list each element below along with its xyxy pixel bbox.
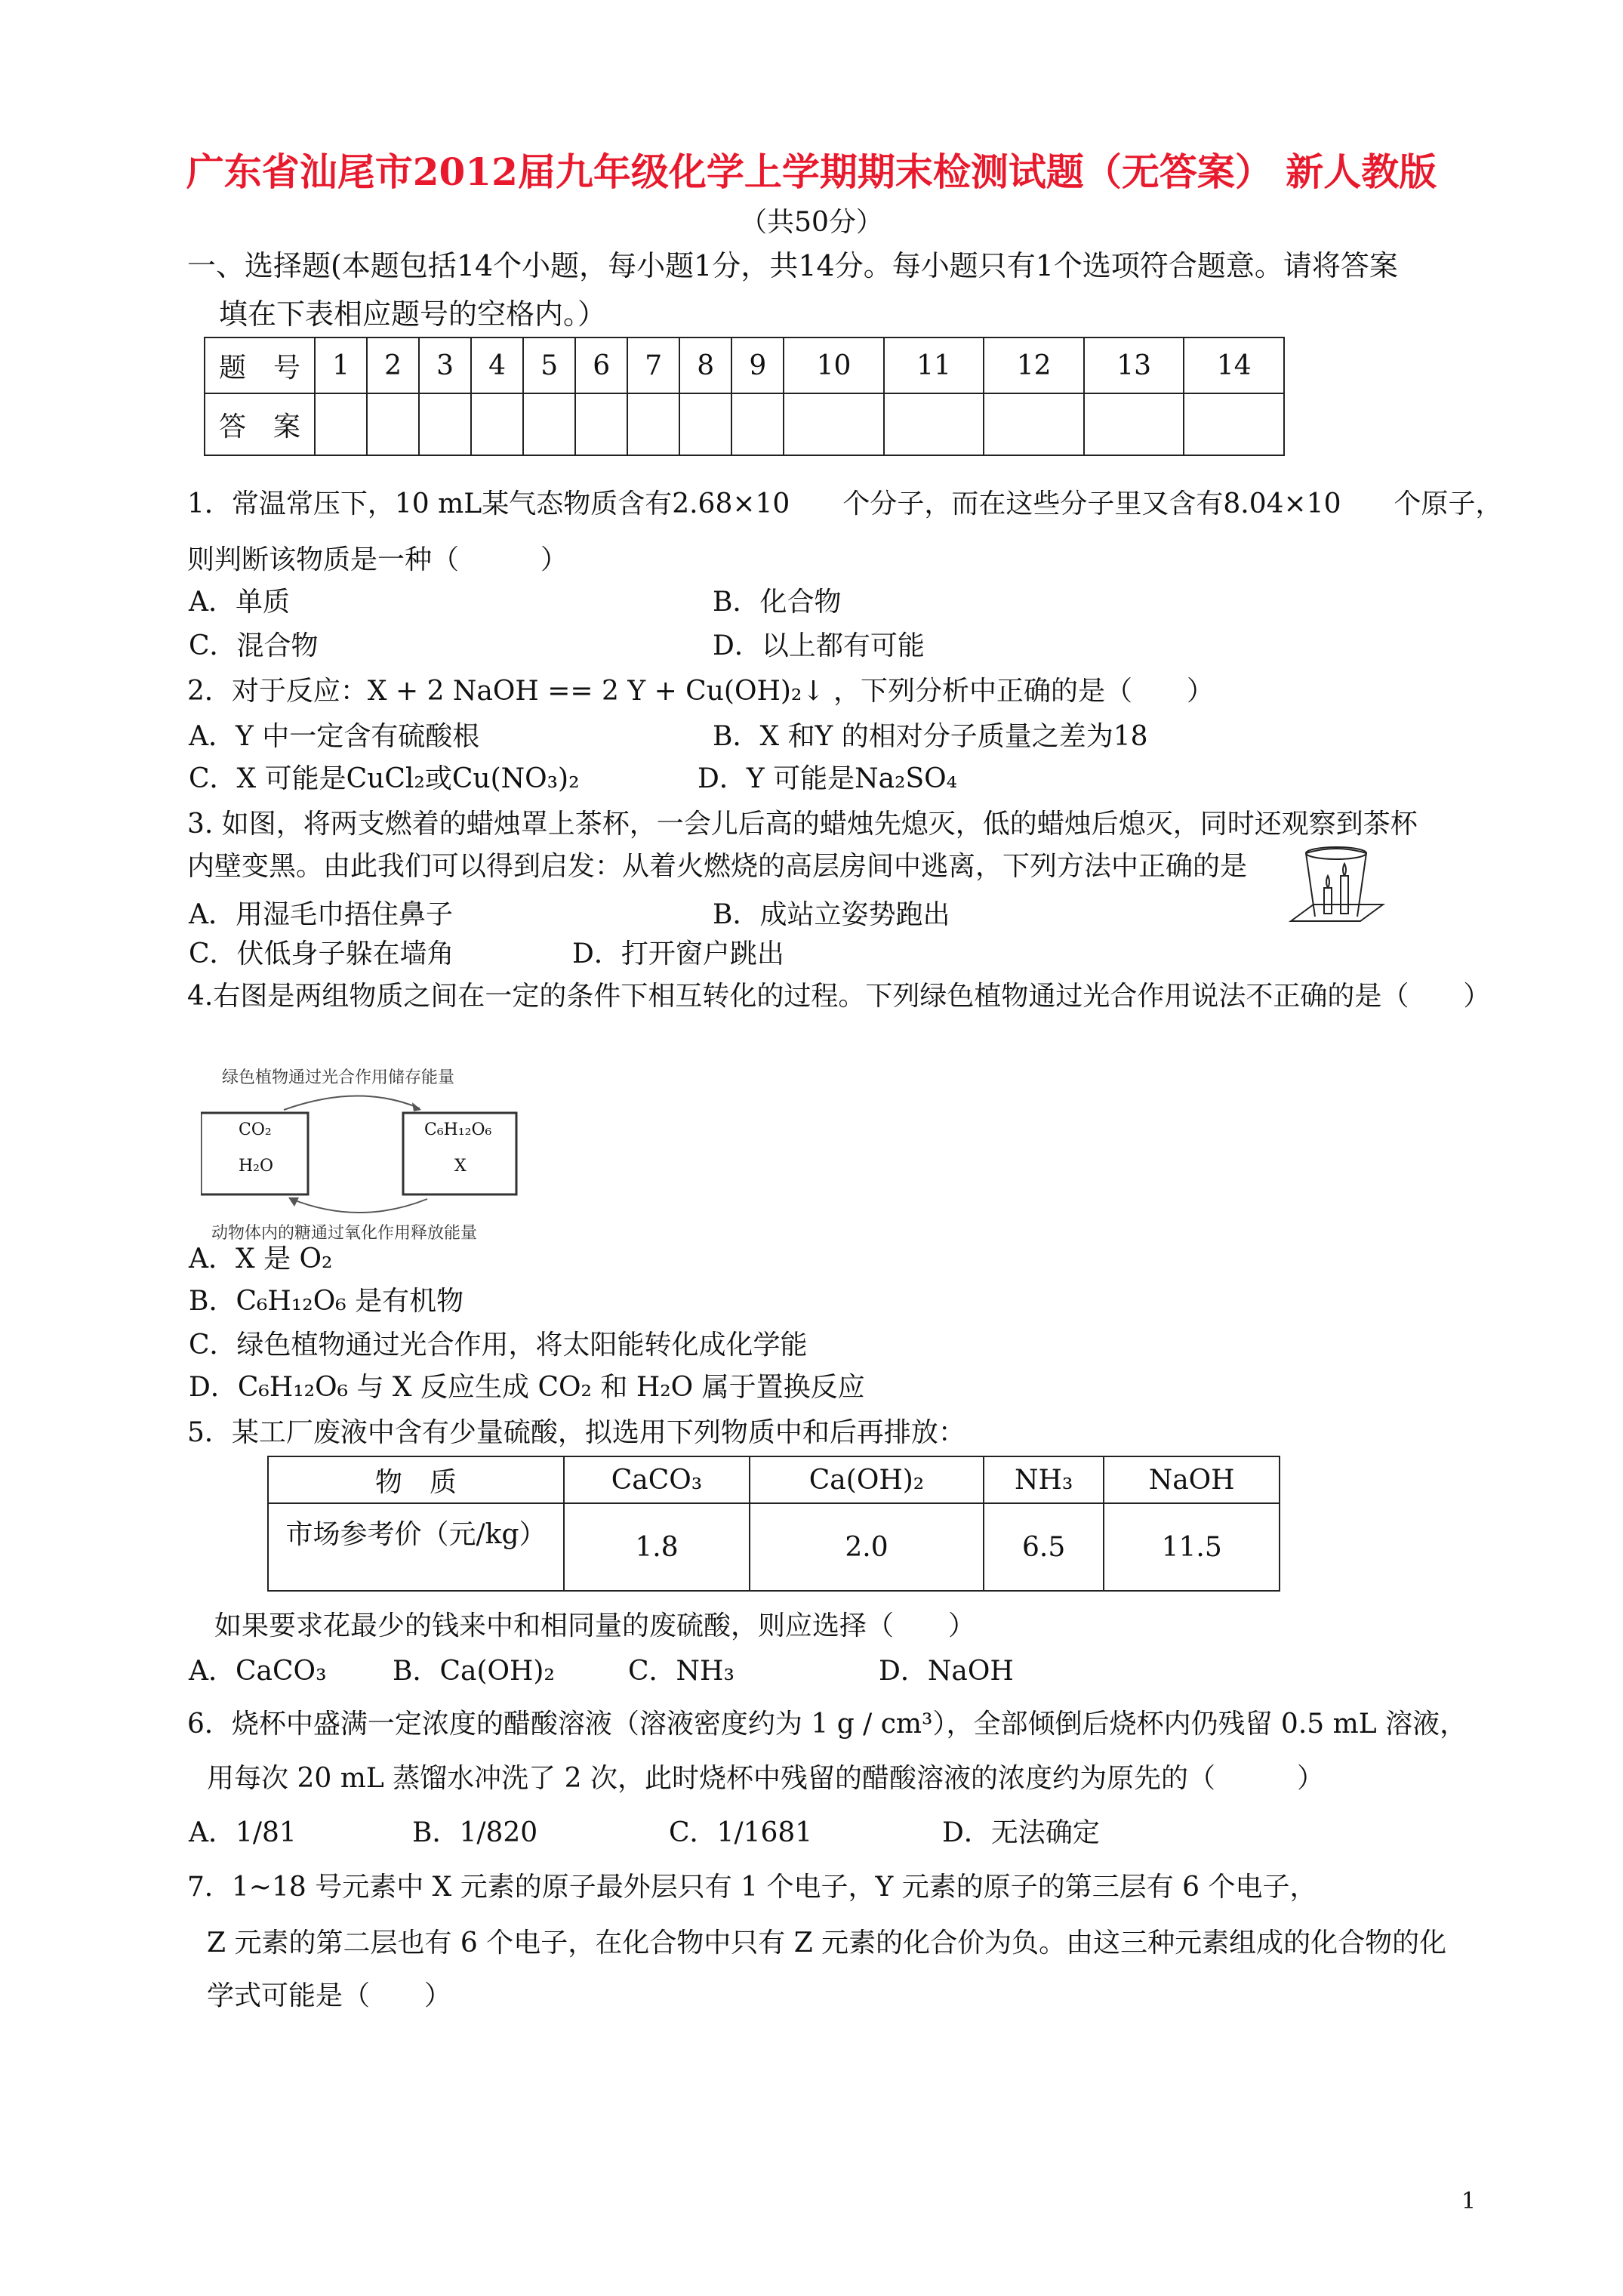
question-number-cell: 5 <box>523 337 575 393</box>
table-header-cell: 物 质 <box>268 1456 564 1503</box>
question-number-cell: 7 <box>627 337 679 393</box>
answer-cell[interactable] <box>984 393 1084 455</box>
question-number-cell: 8 <box>679 337 731 393</box>
question-1-stem: 1．常温常压下，10 mL某气态物质含有2.68×10 个分子，而在这些分子里又含有8.04×10 个原子， <box>187 488 1503 519</box>
question-3-stem: 3. 如图，将两支燃着的蜡烛罩上茶杯，一会儿后高的蜡烛先熄灭，低的蜡烛后熄灭，同时还观察到茶杯 <box>187 809 1418 840</box>
substance-cell: NH₃ <box>984 1456 1104 1503</box>
price-cell: 2.0 <box>750 1503 984 1591</box>
question-number-cell: 2 <box>367 337 419 393</box>
option-c: C．伏低身子躲在墙角 <box>189 938 454 969</box>
answer-cell[interactable] <box>315 393 367 455</box>
answer-cell[interactable] <box>367 393 419 455</box>
option-c: C．1/1681 <box>669 1817 813 1848</box>
option-d: D．C₆H₁₂O₆ 与 X 反应生成 CO₂ 和 H₂O 属于置换反应 <box>189 1372 865 1403</box>
question-number-cell: 3 <box>419 337 471 393</box>
option-d: D．打开窗户跳出 <box>572 938 784 969</box>
question-number-cell: 14 <box>1184 337 1284 393</box>
option-a: A．X 是 O₂ <box>189 1244 333 1274</box>
answer-cell[interactable] <box>1184 393 1284 455</box>
option-b: B．Ca(OH)₂ <box>393 1656 555 1687</box>
answer-cell[interactable] <box>419 393 471 455</box>
question-number-cell: 13 <box>1084 337 1184 393</box>
option-d: D．以上都有可能 <box>713 630 925 661</box>
question-4-stem: 4.右图是两组物质之间在一定的条件下相互转化的过程。下列绿色植物通过光合作用说法不正确的是（ ） <box>187 981 1491 1012</box>
answer-cell[interactable] <box>1084 393 1184 455</box>
table-header-cell: 答 案 <box>205 393 315 455</box>
question-2-stem: 2．对于反应：X + 2 NaOH == 2 Y + Cu(OH)₂↓ ，下列分析中正确的是（ ） <box>187 676 1214 707</box>
option-c: C．NH₃ <box>628 1656 735 1687</box>
option-b: B．C₆H₁₂O₆ 是有机物 <box>189 1286 464 1317</box>
question-5-stem: 5．某工厂废液中含有少量硫酸，拟选用下列物质中和后再排放： <box>187 1417 965 1448</box>
question-6-stem-cont: 用每次 20 mL 蒸馏水冲洗了 2 次，此时烧杯中残留的醋酸溶液的浓度约为原先的（ ） <box>207 1763 1324 1794</box>
answer-cell[interactable] <box>731 393 784 455</box>
table-row <box>268 1456 1280 1503</box>
question-6-stem: 6．烧杯中盛满一定浓度的醋酸溶液（溶液密度约为 1 g / cm³），全部倾倒后烧杯内仍残留 0.5 mL 溶液， <box>187 1709 1467 1740</box>
question-number-cell: 12 <box>984 337 1084 393</box>
answer-cell[interactable] <box>784 393 884 455</box>
option-c: C．混合物 <box>189 630 319 661</box>
question-number-cell: 10 <box>784 337 884 393</box>
diagram-bottom-label: 动物体内的糖通过氧化作用释放能量 <box>211 1224 478 1243</box>
option-b: B．1/820 <box>412 1817 538 1848</box>
page-number: 1 <box>1461 2188 1477 2214</box>
option-a: A．1/81 <box>189 1817 297 1848</box>
table-row <box>205 393 1284 455</box>
page-title: 广东省汕尾市2012届九年级化学上学期期末检测试题（无答案） 新人教版 <box>186 149 1437 194</box>
option-c: C．绿色植物通过光合作用，将太阳能转化成化学能 <box>189 1330 808 1361</box>
question-number-cell: 1 <box>315 337 367 393</box>
answer-cell[interactable] <box>471 393 523 455</box>
answer-table <box>204 337 1285 456</box>
answer-cell[interactable] <box>523 393 575 455</box>
answer-cell[interactable] <box>884 393 984 455</box>
substance-cell: NaOH <box>1104 1456 1280 1503</box>
option-a: A．CaCO₃ <box>189 1656 327 1687</box>
diagram-arrows <box>201 1065 548 1238</box>
page-subtitle: （共50分） <box>740 207 883 238</box>
price-cell: 11.5 <box>1104 1503 1280 1591</box>
section-heading: 一、选择题(本题包括14个小题，每小题1分，共14分。每小题只有1个选项符合题意。请将答案 <box>187 249 1398 282</box>
answer-cell[interactable] <box>679 393 731 455</box>
answer-cell[interactable] <box>627 393 679 455</box>
question-number-cell: 4 <box>471 337 523 393</box>
price-cell: 1.8 <box>564 1503 750 1591</box>
price-cell: 6.5 <box>984 1503 1104 1591</box>
table-header-cell: 市场参考价（元/kg） <box>268 1503 564 1591</box>
table-row <box>268 1503 1280 1591</box>
table-header-cell: 题 号 <box>205 337 315 393</box>
option-d: D．Y 可能是Na₂SO₄ <box>698 763 958 794</box>
question-1-stem-cont: 则判断该物质是一种（ ） <box>187 544 568 575</box>
diagram-right-line2: X <box>454 1157 467 1176</box>
table-row <box>205 337 1284 393</box>
diagram-left-line2: H₂O <box>239 1157 274 1176</box>
substance-cell: CaCO₃ <box>564 1456 750 1503</box>
question-3-stem-cont: 内壁变黑。由此我们可以得到启发：从着火燃烧的高层房间中逃离，下列方法中正确的是 <box>187 851 1248 882</box>
question-number-cell: 11 <box>884 337 984 393</box>
price-table <box>267 1456 1280 1592</box>
option-c: C．X 可能是CuCl₂或Cu(NO₃)₂ <box>189 763 580 794</box>
diagram-right-line1: C₆H₁₂O₆ <box>424 1120 492 1139</box>
question-7-stem: 7．1~18 号元素中 X 元素的原子最外层只有 1 个电子，Y 元素的原子的第三层有 6 个电子， <box>187 1872 1317 1903</box>
option-a: A．单质 <box>189 587 290 618</box>
option-d: D．NaOH <box>879 1656 1014 1687</box>
candle-cup-illustration <box>1283 838 1389 944</box>
substance-cell: Ca(OH)₂ <box>750 1456 984 1503</box>
option-a: A．用湿毛巾捂住鼻子 <box>189 899 453 930</box>
question-5-question: 如果要求花最少的钱来中和相同量的废硫酸，则应选择（ ） <box>214 1610 976 1641</box>
option-a: A．Y 中一定含有硫酸根 <box>189 721 480 752</box>
option-b: B．成站立姿势跑出 <box>713 899 950 930</box>
question-7-stem-cont2: 学式可能是（ ） <box>207 1980 452 2011</box>
question-number-cell: 9 <box>731 337 784 393</box>
option-b: B．化合物 <box>713 587 842 618</box>
answer-cell[interactable] <box>575 393 627 455</box>
option-d: D．无法确定 <box>942 1817 1100 1848</box>
section-heading-cont: 填在下表相应题号的空格内。） <box>219 297 607 331</box>
question-number-cell: 6 <box>575 337 627 393</box>
diagram-left-line1: CO₂ <box>239 1120 272 1139</box>
diagram-top-label: 绿色植物通过光合作用储存能量 <box>222 1068 455 1087</box>
question-7-stem-cont: Z 元素的第二层也有 6 个电子，在化合物中只有 Z 元素的化合价为负。由这三种元素组成的化合物的化 <box>207 1928 1447 1959</box>
conversion-diagram <box>201 1065 548 1243</box>
option-b: B．X 和Y 的相对分子质量之差为18 <box>713 721 1148 752</box>
